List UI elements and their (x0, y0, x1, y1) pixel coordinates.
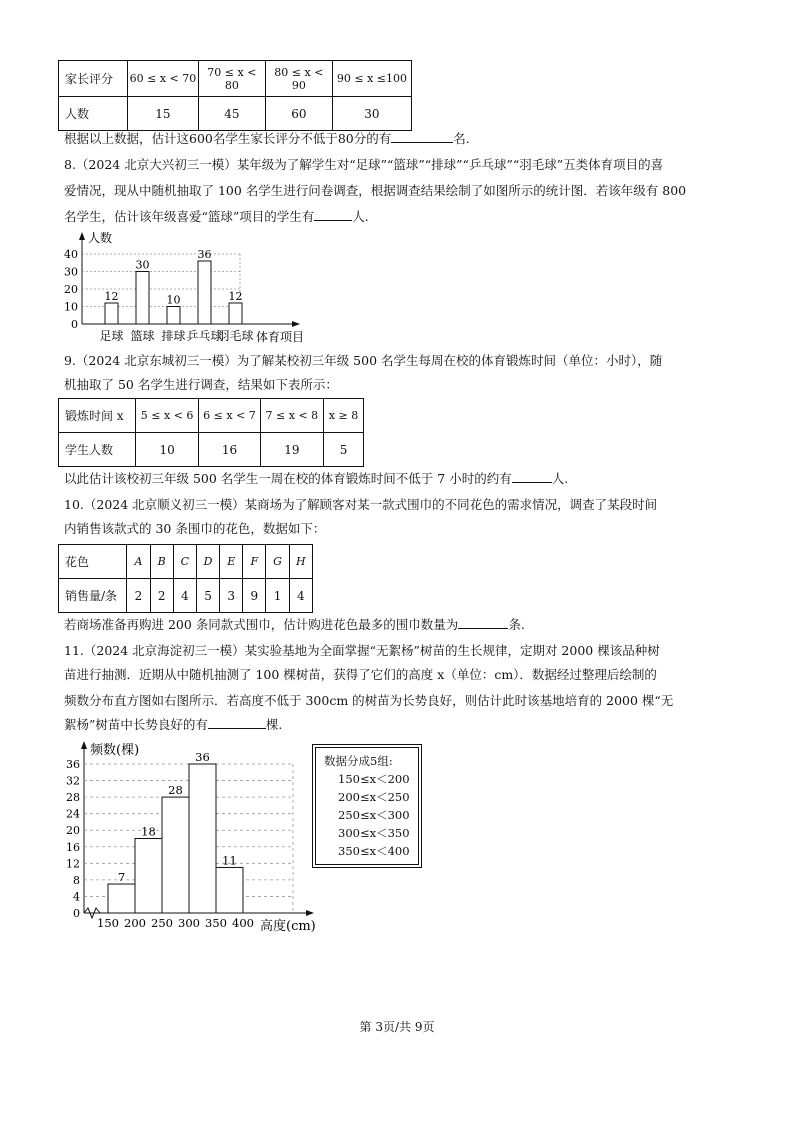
data-label: 11 (222, 853, 237, 868)
x-tick-label: 足球 (99, 329, 124, 343)
q11-line2: 苗进行抽测．近期从中随机抽测了 100 棵树苗，获得了它们的高度 x（单位：cm）．数据经过整理后绘制的 (64, 667, 657, 682)
x-tick-label: 250 (151, 916, 173, 930)
bar (136, 272, 149, 325)
x-axis-arrow (306, 910, 314, 916)
q10-after (64, 614, 525, 636)
table-cell: 19 (260, 433, 323, 467)
y-tick-label: 0 (71, 318, 78, 331)
histogram-bar (108, 884, 135, 913)
exercise-time-table (58, 398, 364, 467)
x-tick-label: 400 (232, 916, 254, 930)
y-tick-label: 28 (66, 791, 80, 805)
q8-line3 (64, 206, 369, 228)
table-cell: G (273, 555, 282, 568)
sports-bar-chart (60, 228, 320, 348)
q11-line1: 11.（2024 北京海淀初三一模）某实验基地为全面掌握“无絮杨”树苗的生长规律，定期对 2000 棵该品种树 (64, 643, 660, 658)
page-footer: 第 3页/共 9页 (359, 1020, 435, 1034)
table-header-score: 家长评分 (59, 61, 128, 97)
q10-line2: 内销售该款式的 30 条围巾的花色，数据如下： (64, 521, 326, 536)
table-cell: 9 (243, 579, 266, 613)
table-cell: B (157, 555, 166, 568)
histogram-bar (189, 764, 216, 913)
answer-blank (458, 614, 508, 629)
y-tick-label: 20 (66, 824, 80, 838)
table-cell: x ≥ 8 (324, 399, 364, 433)
q7-end: 名. (453, 131, 470, 146)
y-tick-label: 8 (73, 873, 80, 887)
answer-blank (512, 468, 552, 483)
y-tick-label: 20 (64, 283, 78, 296)
legend-item: 250≤x＜300 (338, 808, 410, 822)
q10-sentence: 若商场准备再购进 200 条同款式围巾，估计购进花色最多的围巾数量为 (64, 617, 459, 632)
y-tick-label: 24 (66, 807, 80, 821)
table-cell: 1 (266, 579, 289, 613)
y-tick-label: 40 (64, 248, 78, 261)
table-cell: 4 (173, 579, 196, 613)
table-cell: 16 (199, 433, 260, 467)
table-cell: 15 (128, 97, 199, 131)
table-cell: 3 (220, 579, 243, 613)
q11-line3: 频数分布直方图如右图所示．若高度不低于 300cm 的树苗为长势良好，则估计此时该基地培育的 2000 棵“无 (64, 693, 674, 708)
table-header-students: 学生人数 (59, 433, 136, 467)
data-label: 12 (228, 290, 243, 303)
x-axis-arrow (292, 321, 300, 327)
data-label: 12 (104, 290, 119, 303)
table-cell: 10 (135, 433, 198, 467)
q11-end: 棵. (265, 717, 283, 732)
y-axis-label: 频数(棵) (90, 743, 140, 758)
y-tick-label: 36 (66, 758, 80, 771)
y-tick-label: 4 (73, 890, 80, 904)
table-cell: 30 (332, 97, 411, 131)
y-tick-label: 32 (66, 774, 80, 788)
q9-after (64, 468, 568, 490)
y-tick-label: 30 (64, 265, 78, 279)
table-cell: 70 ≤ x < 80 (198, 61, 265, 97)
table-cell: C (180, 555, 190, 568)
q11-line4 (64, 714, 282, 736)
y-axis-label: 人数 (88, 231, 113, 245)
x-tick-label: 300 (178, 916, 200, 930)
x-tick-label: 200 (124, 916, 146, 930)
q8-end: 人. (352, 209, 369, 224)
x-axis-label: 体育项目 (256, 330, 305, 344)
group-legend-box (312, 744, 422, 868)
q11-sentence: 絮杨”树苗中长势良好的有 (64, 717, 208, 732)
y-tick-label: 16 (66, 840, 80, 854)
legend-item: 300≤x＜350 (338, 826, 410, 840)
table-cell: 5 ≤ x < 6 (135, 399, 198, 433)
data-label: 10 (166, 293, 181, 307)
table-cell: D (203, 555, 213, 568)
table-header-sales: 销售量/条 (59, 579, 127, 613)
data-label: 7 (117, 870, 126, 885)
table-cell: 7 ≤ x < 8 (260, 399, 323, 433)
histogram-bar (135, 839, 162, 914)
parent-score-table (58, 60, 412, 131)
histogram-bar (216, 867, 243, 913)
table-cell: 90 ≤ x ≤100 (332, 61, 411, 97)
scarf-color-table (58, 544, 313, 613)
table-cell: 2 (150, 579, 173, 613)
table-header-time: 锻炼时间 x (59, 399, 136, 433)
answer-blank (208, 714, 266, 729)
x-tick-label: 篮球 (130, 329, 155, 343)
table-cell: 60 (265, 97, 332, 131)
data-label: 28 (168, 783, 183, 798)
table-cell: H (296, 555, 306, 568)
data-label: 30 (135, 258, 150, 272)
table-cell: 45 (198, 97, 265, 131)
tree-height-histogram (60, 738, 330, 938)
y-tick-label: 12 (66, 857, 80, 871)
x-tick-label: 乒乓球 (186, 329, 223, 343)
answer-blank (391, 128, 453, 143)
x-tick-label: 350 (205, 916, 227, 930)
table-header-color: 花色 (59, 545, 127, 579)
table-cell: A (134, 555, 143, 568)
x-tick-label: 排球 (161, 329, 186, 343)
x-tick-label: 羽毛球 (217, 329, 254, 343)
table-cell: 80 ≤ x < 90 (265, 61, 332, 97)
q8-line2: 爱情况，现从中随机抽取了 100 名学生进行问卷调查，根据调查结果绘制了如图所示的统计图．若该年级有 800 (64, 183, 687, 198)
x-tick-label: 150 (97, 916, 119, 930)
bar (198, 261, 211, 324)
table-cell: F (250, 555, 259, 568)
q7-sentence: 根据以上数据，估计这600名学生家长评分不低于80分的有 (64, 131, 392, 146)
legend-title: 数据分成5组: (324, 754, 393, 768)
q7-text (64, 128, 470, 150)
q10-end: 条. (508, 617, 525, 632)
legend-item: 200≤x＜250 (338, 790, 410, 804)
legend-item: 350≤x＜400 (338, 844, 410, 858)
histogram-bar (162, 797, 189, 913)
bar (105, 303, 118, 324)
y-axis-arrow (81, 741, 87, 749)
q9-line1: 9.（2024 北京东城初三一模）为了解某校初三年级 500 名学生每周在校的体育锻炼时间（单位：小时），随 (64, 353, 663, 368)
data-label: 18 (141, 824, 156, 839)
bar (167, 307, 180, 325)
table-cell: 4 (289, 579, 312, 613)
q9-sentence: 以此估计该校初三年级 500 名学生一周在校的体育锻炼时间不低于 7 小时的约有 (64, 471, 512, 486)
q8-line1: 8.（2024 北京大兴初三一模）某年级为了解学生对“足球”“篮球”“排球”“乒乓球”“羽毛球”五类体育项目的喜 (64, 157, 664, 172)
table-cell: 2 (127, 579, 150, 613)
y-axis-arrow (79, 232, 85, 240)
y-tick-label: 0 (73, 907, 80, 920)
data-label: 36 (197, 248, 212, 261)
y-tick-label: 10 (64, 300, 78, 314)
table-header-count: 人数 (59, 97, 128, 131)
table-cell: E (227, 555, 236, 568)
data-label: 36 (195, 750, 210, 764)
q8-sentence: 名学生，估计该年级喜爱“篮球”项目的学生有 (64, 209, 315, 224)
table-cell: 5 (196, 579, 219, 613)
q9-end: 人. (551, 471, 569, 486)
table-cell: 5 (324, 433, 364, 467)
table-cell: 60 ≤ x < 70 (128, 61, 199, 97)
q9-line2: 机抽取了 50 名学生进行调查，结果如下表所示： (64, 377, 338, 392)
answer-blank (314, 206, 352, 221)
legend-item: 150≤x＜200 (338, 772, 410, 786)
table-cell: 6 ≤ x < 7 (199, 399, 260, 433)
bar (229, 303, 242, 324)
q10-line1: 10.（2024 北京顺义初三一模）某商场为了解顾客对某一款式围巾的不同花色的需求情况，调查了某段时间 (64, 497, 658, 512)
x-axis-label: 高度(cm) (260, 919, 316, 934)
